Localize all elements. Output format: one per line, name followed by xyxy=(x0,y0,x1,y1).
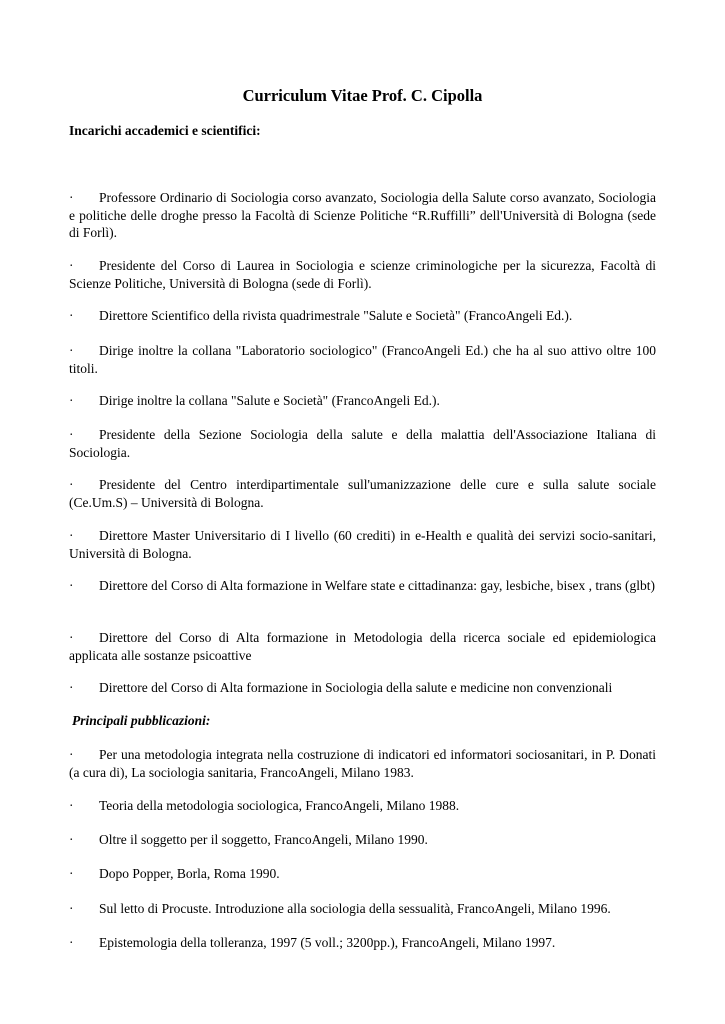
publication-text: Dopo Popper, Borla, Roma 1990. xyxy=(99,866,280,881)
list-item xyxy=(69,189,656,242)
list-item-text: Direttore del Corso di Alta formazione in Metodologia della ricerca sociale ed epidemiologica applicata alle sostanze psicoattive xyxy=(69,630,656,663)
list-item-text: Presidente del Centro interdipartimentale sull'umanizzazione delle cure e sulla salute sociale (Ce.Um.S) – Università di Bologna. xyxy=(69,477,656,510)
bullet-marker: · xyxy=(69,427,74,442)
list-item-text: Dirige inoltre la collana "Laboratorio sociologico" (FrancoAngeli Ed.) che ha al suo attivo oltre 100 titoli. xyxy=(69,343,656,376)
page-title: Curriculum Vitae Prof. C. Cipolla xyxy=(242,86,483,105)
list-item-text: Professore Ordinario di Sociologia corso avanzato, Sociologia della Salute corso avanzato, Sociologia e politiche delle droghe presso la Facoltà di Scienze Politiche “R.Ruffilli” dell'Università di Bologna (sede di Forlì). xyxy=(69,190,656,240)
publication-text: Oltre il soggetto per il soggetto, FrancoAngeli, Milano 1990. xyxy=(99,832,428,847)
list-item-text: Direttore del Corso di Alta formazione in Sociologia della salute e medicine non convenzionali xyxy=(99,680,613,695)
publication-item xyxy=(69,746,656,781)
publication-text: Teoria della metodologia sociologica, FrancoAngeli, Milano 1988. xyxy=(99,798,460,813)
bullet-marker: · xyxy=(69,798,74,813)
bullet-marker: · xyxy=(69,343,74,358)
bullet-marker: · xyxy=(69,190,74,205)
publication-item xyxy=(69,900,656,918)
bullet-marker: · xyxy=(69,308,74,323)
bullet-marker: · xyxy=(69,528,74,543)
list-item xyxy=(69,476,656,511)
publication-text: Sul letto di Procuste. Introduzione alla sociologia della sessualità, FrancoAngeli, Milano 1996. xyxy=(99,901,611,916)
list-item-text: Presidente della Sezione Sociologia della salute e della malattia dell'Associazione Italiana di Sociologia. xyxy=(69,427,656,460)
list-item xyxy=(69,342,656,377)
list-item-text: Direttore Master Universitario di I livello (60 crediti) in e-Health e qualità dei servizi socio-sanitari, Università di Bologna. xyxy=(69,528,656,561)
bullet-marker: · xyxy=(69,747,74,762)
list-item-text: Direttore Scientifico della rivista quadrimestrale "Salute e Società" (FrancoAngeli Ed.). xyxy=(99,308,573,323)
bullet-marker: · xyxy=(69,630,74,645)
bullet-marker: · xyxy=(69,680,74,695)
publication-item xyxy=(69,797,656,815)
list-item xyxy=(69,679,656,697)
section-heading-incarichi: Incarichi accademici e scientifici: xyxy=(69,123,261,138)
publication-item xyxy=(69,934,656,952)
list-item xyxy=(69,392,656,410)
publication-text: Per una metodologia integrata nella costruzione di indicatori ed informatori sociosanitari, in P. Donati (a cura di), La sociologia sanitaria, FrancoAngeli, Milano 1983. xyxy=(69,747,656,780)
bullet-marker: · xyxy=(69,578,74,593)
bullet-marker: · xyxy=(69,258,74,273)
list-item xyxy=(69,426,656,461)
publication-item xyxy=(69,865,656,883)
list-item xyxy=(69,577,656,595)
publication-text: Epistemologia della tolleranza, 1997 (5 voll.; 3200pp.), FrancoAngeli, Milano 1997. xyxy=(99,935,556,950)
list-item-text: Presidente del Corso di Laurea in Sociologia e scienze criminologiche per la sicurezza, Facoltà di Scienze Politiche, Università di Bologna (sede di Forlì). xyxy=(69,258,656,291)
bullet-marker: · xyxy=(69,393,74,408)
publication-item xyxy=(69,831,656,849)
list-item xyxy=(69,629,656,664)
list-item-text: Direttore del Corso di Alta formazione in Welfare state e cittadinanza: gay, lesbiche, bisex , trans (glbt) xyxy=(99,578,655,593)
bullet-marker: · xyxy=(69,935,74,950)
list-item-text: Dirige inoltre la collana "Salute e Società" (FrancoAngeli Ed.). xyxy=(99,393,440,408)
bullet-marker: · xyxy=(69,901,74,916)
list-item xyxy=(69,257,656,292)
list-item xyxy=(69,527,656,562)
bullet-marker: · xyxy=(69,477,74,492)
section-heading-pubblicazioni: Principali pubblicazioni: xyxy=(72,713,211,728)
bullet-marker: · xyxy=(69,866,74,881)
bullet-marker: · xyxy=(69,832,74,847)
list-item xyxy=(69,307,656,325)
